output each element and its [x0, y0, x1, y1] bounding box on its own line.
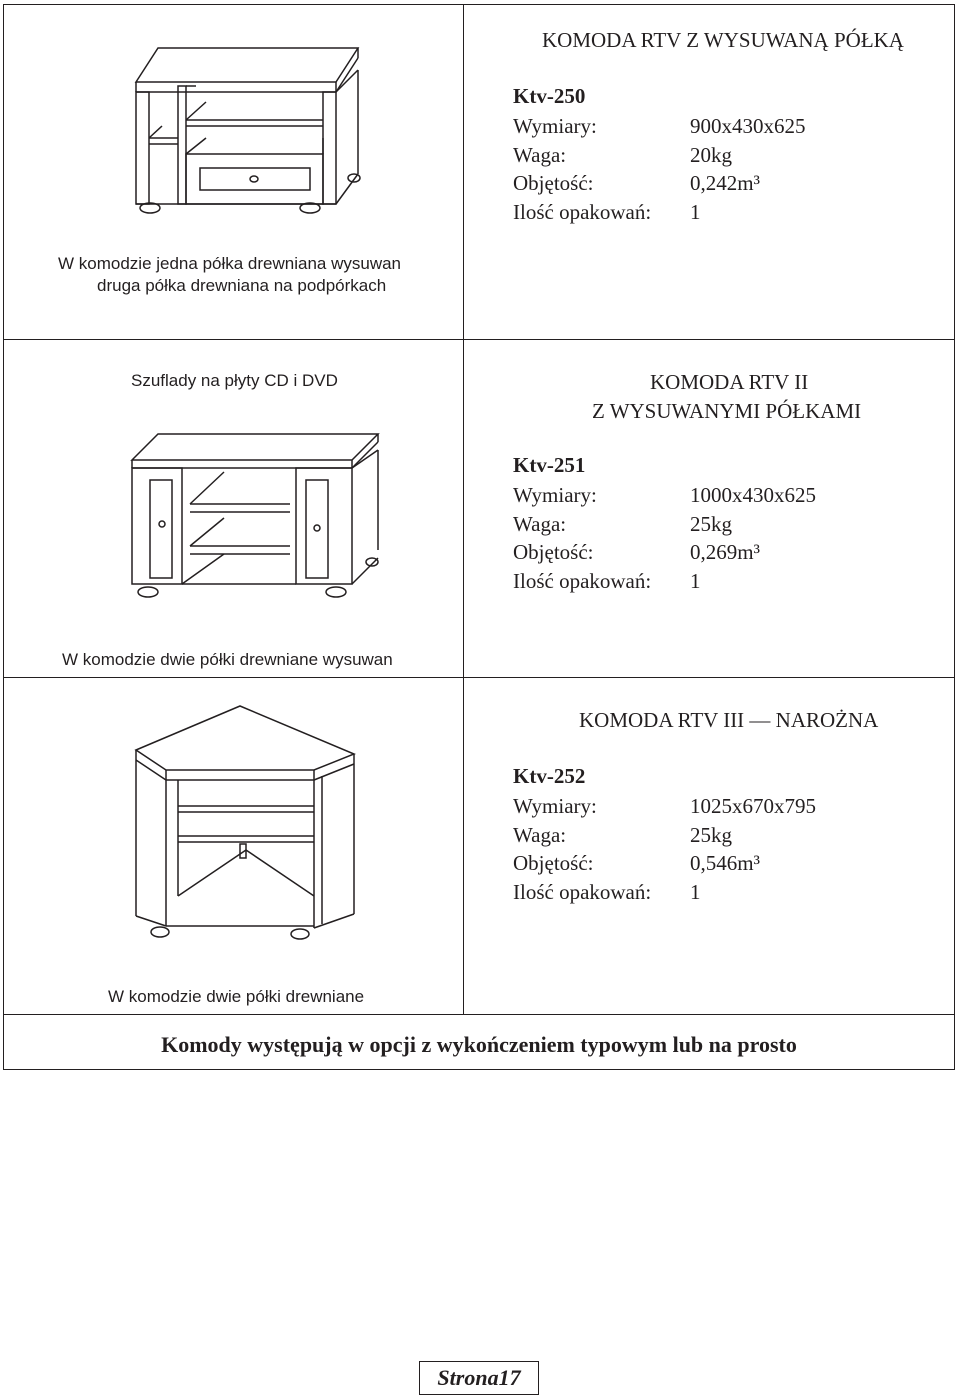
spec-row: [513, 510, 816, 539]
spec-row: [513, 538, 816, 567]
section-divider: [3, 677, 955, 678]
page-number: Strona17: [437, 1365, 521, 1390]
spec-label: Waga:: [513, 822, 567, 847]
spec-value: 20kg: [690, 142, 732, 167]
spec-value: 1: [690, 568, 701, 593]
spec-row: [513, 112, 806, 141]
cabinet-drawing-ktv-252: [128, 700, 364, 942]
spec-label: Ilość opakowań:: [513, 879, 652, 904]
spec-value: 900x430x625: [690, 114, 806, 138]
column-divider: [463, 677, 464, 1014]
product-note: druga półka drewniana na podpórkach: [97, 276, 387, 295]
spec-value: 1: [690, 199, 701, 224]
product-code: Ktv-252: [513, 764, 586, 788]
spec-row: [513, 198, 806, 227]
spec-row: [513, 169, 806, 198]
product-title: KOMODA RTV II: [650, 370, 809, 394]
spec-value: 1025x670x795: [690, 794, 816, 818]
spec-label: Waga:: [513, 142, 567, 167]
section-divider: [3, 1014, 955, 1015]
product-code: Ktv-250: [513, 84, 586, 108]
spec-value: 1000x430x625: [690, 483, 816, 507]
spec-value: 25kg: [690, 822, 732, 847]
product-note: W komodzie dwie półki drewniane: [108, 987, 365, 1006]
spec-row: [513, 792, 816, 821]
spec-list: [513, 792, 816, 906]
spec-list: [513, 481, 816, 595]
cabinet-drawing-ktv-251: [124, 428, 384, 606]
spec-label: Objętość:: [513, 851, 594, 875]
page-number-box: [419, 1361, 539, 1395]
spec-value: 0,269m³: [690, 540, 760, 564]
column-divider: [463, 339, 464, 677]
product-note: W komodzie dwie półki drewniane wysuwan: [62, 650, 393, 669]
spec-row: [513, 481, 816, 510]
spec-value: 0,242m³: [690, 171, 760, 195]
product-top-note: Szuflady na płyty CD i DVD: [131, 371, 338, 390]
section-divider: [3, 339, 955, 340]
product-title: KOMODA RTV Z WYSUWANĄ PÓŁKĄ: [542, 28, 904, 52]
spec-value: 0,546m³: [690, 851, 760, 875]
spec-label: Objętość:: [513, 171, 594, 195]
spec-value: 1: [690, 879, 701, 904]
product-note: W komodzie jedna półka drewniana wysuwan: [58, 254, 402, 273]
spec-list: [513, 112, 806, 226]
spec-label: Ilość opakowań:: [513, 568, 652, 593]
column-divider: [463, 4, 464, 339]
spec-value: 25kg: [690, 511, 732, 536]
spec-label: Wymiary:: [513, 794, 597, 818]
spec-row: [513, 141, 806, 170]
spec-row: [513, 567, 816, 596]
spec-label: Wymiary:: [513, 483, 597, 507]
spec-label: Waga:: [513, 511, 567, 536]
spec-row: [513, 878, 816, 907]
spec-label: Ilość opakowań:: [513, 199, 652, 224]
spec-label: Objętość:: [513, 540, 594, 564]
cabinet-drawing-ktv-250: [128, 40, 368, 220]
spec-row: [513, 821, 816, 850]
spec-row: [513, 849, 816, 878]
spec-label: Wymiary:: [513, 114, 597, 138]
finish-options-note: Komody występują w opcji z wykończeniem typowym lub na prosto: [161, 1032, 797, 1057]
product-title: KOMODA RTV III — NAROŻNA: [579, 708, 879, 732]
product-code: Ktv-251: [513, 453, 586, 477]
product-title: Z WYSUWANYMI PÓŁKAMI: [592, 399, 862, 423]
